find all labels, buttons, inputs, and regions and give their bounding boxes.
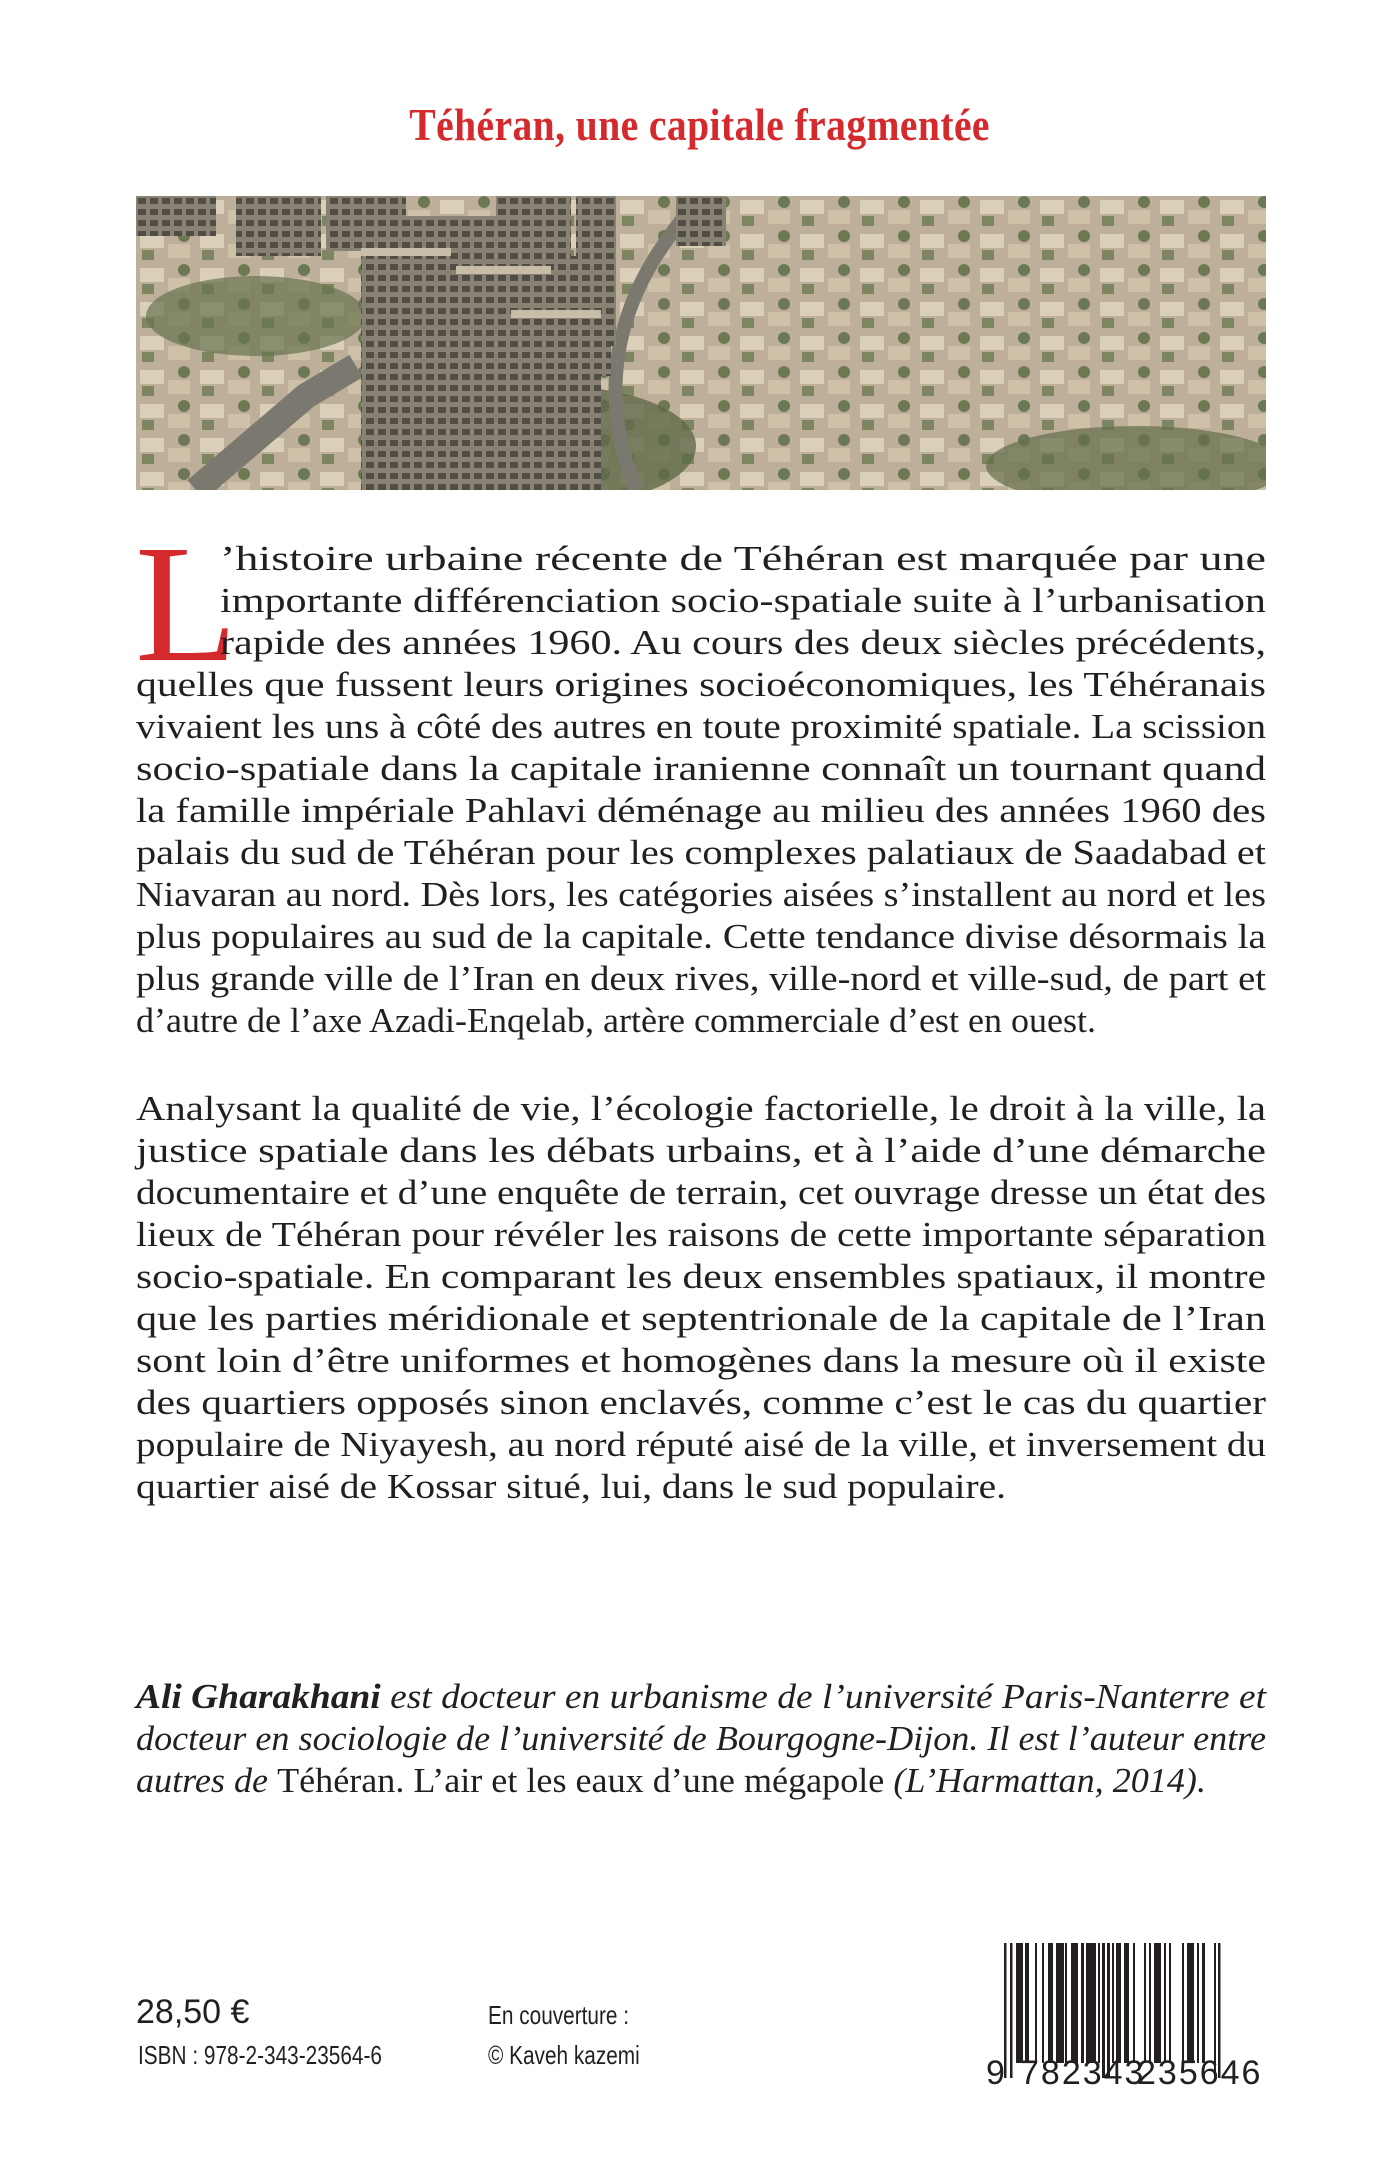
- bio-line: autres de Téhéran. L’air et les eaux d’une mégapole (L’Harmattan, 2014).: [136, 1761, 1206, 1800]
- text-line: sont loin d’être uniformes et homogènes dans la mesure où il existe: [136, 1341, 1266, 1380]
- cover-credit-label: En couverture :: [488, 2000, 630, 2030]
- bio-line: Ali Gharakhani est docteur en urbanisme de l’université Paris-Nanterre et: [136, 1677, 1266, 1716]
- drop-cap: L: [135, 511, 238, 697]
- text-line: que les parties méridionale et septentrionale de la capitale de l’Iran: [136, 1299, 1266, 1338]
- text-line: plus populaires au sud de la capitale. Cette tendance divise désormais la: [136, 917, 1266, 956]
- text-line: socio-spatiale. En comparant les deux ensembles spatiaux, il montre: [136, 1257, 1266, 1296]
- text-line: palais du sud de Téhéran pour les complexes palatiaux de Saadabad et: [136, 833, 1266, 872]
- text-line: ’histoire urbaine récente de Téhéran est marquée par une: [220, 539, 1266, 578]
- text-line: quartier aisé de Kossar situé, lui, dans le sud populaire.: [136, 1467, 1006, 1506]
- text-line: la famille impériale Pahlavi déménage au milieu des années 1960 des: [136, 791, 1266, 830]
- text-line: importante différenciation socio-spatiale suite à l’urbanisation: [220, 581, 1266, 620]
- text-line: lieux de Téhéran pour révéler les raisons de cette importante séparation: [136, 1215, 1266, 1254]
- barcode-first-digit: 9: [986, 2054, 1007, 2092]
- bio-line: docteur en sociologie de l’université de Bourgogne-Dijon. Il est l’auteur entre: [136, 1719, 1266, 1758]
- description-paragraph-2: [136, 1088, 1266, 1508]
- text-line: Niavaran au nord. Dès lors, les catégories aisées s’installent au nord et les: [136, 875, 1266, 914]
- text-line: plus grande ville de l’Iran en deux rives, ville-nord et ville-sud, de part et: [136, 959, 1266, 998]
- text-line: justice spatiale dans les débats urbains, et à l’aide d’une démarche: [136, 1131, 1266, 1170]
- referenced-book-title: Téhéran. L’air et les eaux d’une mégapole: [277, 1761, 885, 1800]
- cover-photo: [136, 196, 1266, 490]
- aerial-city-photo-icon: [136, 196, 1266, 490]
- price: 28,50 €: [136, 1993, 250, 2031]
- book-title: Téhéran, une capitale fragmentée: [409, 99, 991, 150]
- cover-credit: © Kaveh kazemi: [488, 2040, 640, 2070]
- text-line: documentaire et d’une enquête de terrain, cet ouvrage dresse un état des: [136, 1173, 1266, 1212]
- text-line: socio-spatiale dans la capitale iranienne connaît un tournant quand: [136, 749, 1266, 788]
- text-line: populaire de Niyayesh, au nord réputé aisé de la ville, et inversement du: [136, 1425, 1266, 1464]
- text-line: des quartiers opposés sinon enclavés, comme c’est le cas du quartier: [136, 1383, 1266, 1422]
- author-name: Ali Gharakhani: [136, 1677, 381, 1716]
- barcode-left-group: 782343: [1020, 2054, 1146, 2092]
- author-bio: [136, 1676, 1266, 1802]
- barcode-right-group: 235646: [1137, 2054, 1263, 2092]
- text-line: quelles que fussent leurs origines socioéconomiques, les Téhéranais: [136, 665, 1266, 704]
- text-line: vivaient les uns à côté des autres en toute proximité spatiale. La scission: [136, 707, 1266, 746]
- isbn: ISBN : 978-2-343-23564-6: [138, 2040, 382, 2070]
- text-line: rapide des années 1960. Au cours des deux siècles précédents,: [220, 623, 1266, 662]
- text-line: d’autre de l’axe Azadi-Enqelab, artère commerciale d’est en ouest.: [136, 1001, 1096, 1040]
- description-paragraph-1: [136, 538, 1266, 1042]
- text-line: Analysant la qualité de vie, l’écologie factorielle, le droit à la ville, la: [136, 1089, 1266, 1128]
